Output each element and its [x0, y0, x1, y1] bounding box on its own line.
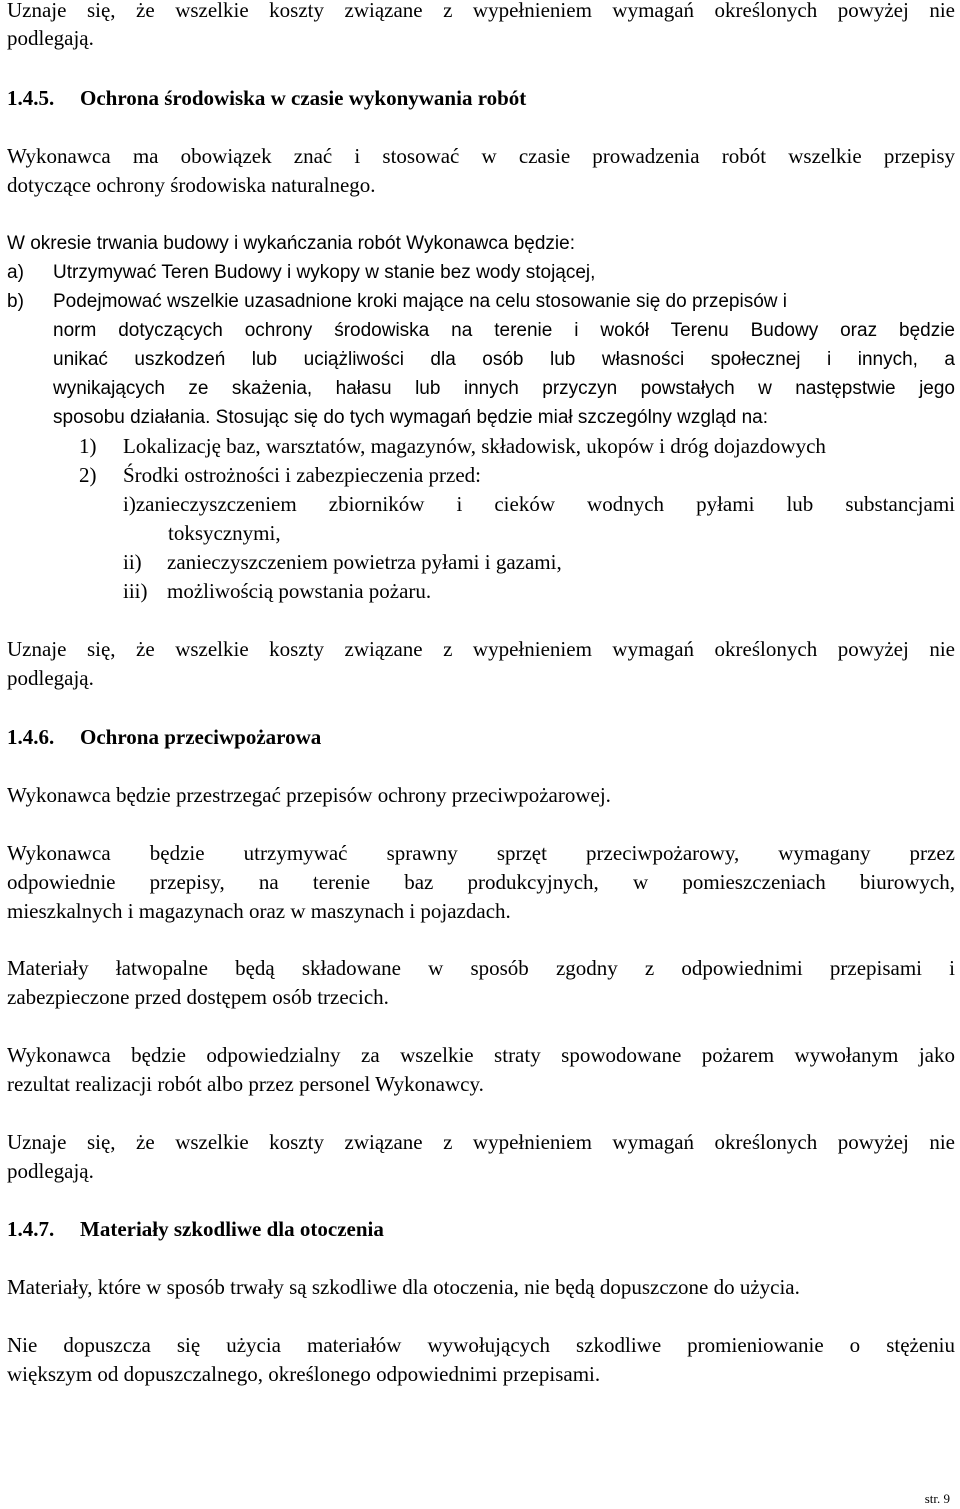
text-line: większym od dopuszczalnego, określonego odpowiednimi przepisami. [7, 1362, 601, 1386]
text-line: zabezpieczone przed dostępem osób trzecich. [7, 985, 389, 1009]
text-line: wynikających ze skażenia, hałasu lub innych przyczyn powstałych w następstwie jego [53, 378, 955, 399]
sub-item-i: i)zanieczyszczeniem zbiorników i cieków wodnych pyłami lub substancjami [123, 492, 955, 516]
list-item-a [7, 258, 955, 287]
text-line: podlegają. [7, 26, 94, 50]
list-item-text: Lokalizację baz, warsztatów, magazynów, składowisk, ukopów i dróg dojazdowych [123, 434, 826, 458]
sub-item-iii [123, 577, 955, 606]
text-line: norm dotyczących ochrony środowiska na terenie i wokół Terenu Budowy oraz będzie [53, 320, 955, 341]
text-line: toksycznymi, [168, 521, 281, 545]
text-line: podlegają. [7, 1159, 94, 1183]
text-line: rezultat realizacji robót albo przez personel Wykonawcy. [7, 1072, 484, 1096]
list-item-2 [79, 461, 955, 490]
text-line: podlegają. [7, 666, 94, 690]
text-line: Materiały, które w sposób trwały są szkodliwe dla otoczenia, nie będą dopuszczone do użycia. [7, 1275, 800, 1299]
text-line: Wykonawca ma obowiązek znać i stosować w czasie prowadzenia robót wszelkie przepisy [7, 144, 955, 168]
list-marker: 1) [79, 434, 97, 458]
text-line: Nie dopuszcza się użycia materiałów wywołujących szkodliwe promieniowanie o stężeniu [7, 1333, 955, 1357]
section-heading-1-4-6 [7, 723, 955, 752]
list-marker: 2) [79, 463, 97, 487]
list-item-text: zanieczyszczeniem powietrza pyłami i gazami, [167, 550, 562, 574]
intro-line: W okresie trwania budowy i wykańczania robót Wykonawca będzie: [7, 233, 575, 254]
text-line: Wykonawca będzie odpowiedzialny za wszelkie straty spowodowane pożarem wywołanym jako [7, 1043, 955, 1067]
text-line: sposobu działania. Stosując się do tych wymagań będzie miał szczególny wzgląd na: [53, 407, 769, 428]
section-number: 1.4.5. [7, 86, 55, 110]
text-line: dotyczące ochrony środowiska naturalnego. [7, 173, 376, 197]
section-title: Ochrona środowiska w czasie wykonywania robót [80, 86, 527, 110]
text-line: Wykonawca będzie utrzymywać sprawny sprzęt przeciwpożarowy, wymagany przez [7, 841, 955, 865]
list-item-text: Środki ostrożności i zabezpieczenia przed: [123, 463, 482, 487]
list-marker: b) [7, 291, 24, 312]
section-heading-1-4-5 [7, 84, 955, 113]
list-marker: iii) [123, 579, 148, 603]
list-marker: a) [7, 262, 24, 283]
section-number: 1.4.6. [7, 725, 55, 749]
sub-item-ii [123, 548, 955, 577]
text-line: odpowiednie przepisy, na terenie baz produkcyjnych, w pomieszczeniach biurowych, [7, 870, 955, 894]
text-line: Wykonawca będzie przestrzegać przepisów ochrony przeciwpożarowej. [7, 783, 611, 807]
text-line: unikać uszkodzeń lub uciążliwości dla osób lub własności społecznej i innych, a [53, 349, 955, 370]
text-line: Uznaje się, że wszelkie koszty związane z wypełnieniem wymagań określonych powyżej nie [7, 0, 955, 22]
text-line: Uznaje się, że wszelkie koszty związane z wypełnieniem wymagań określonych powyżej nie [7, 1130, 955, 1154]
list-item-text: możliwością powstania pożaru. [167, 579, 432, 603]
text-line: mieszkalnych i magazynach oraz w maszynach i pojazdach. [7, 899, 511, 923]
list-item-text: Podejmować wszelkie uzasadnione kroki mające na celu stosowanie się do przepisów i [53, 291, 787, 312]
list-item-b [7, 287, 955, 316]
section-title: Ochrona przeciwpożarowa [80, 725, 322, 749]
list-marker: ii) [123, 550, 142, 574]
list-item-text: Utrzymywać Teren Budowy i wykopy w stanie bez wody stojącej, [53, 262, 596, 283]
list-item-1 [79, 432, 955, 461]
section-heading-1-4-7 [7, 1215, 955, 1244]
text-line: Uznaje się, że wszelkie koszty związane z wypełnieniem wymagań określonych powyżej nie [7, 637, 955, 661]
page-number: str. 9 [924, 1491, 950, 1506]
section-number: 1.4.7. [7, 1217, 55, 1241]
text-line: Materiały łatwopalne będą składowane w sposób zgodny z odpowiednimi przepisami i [7, 956, 955, 980]
section-title: Materiały szkodliwe dla otoczenia [80, 1217, 384, 1241]
